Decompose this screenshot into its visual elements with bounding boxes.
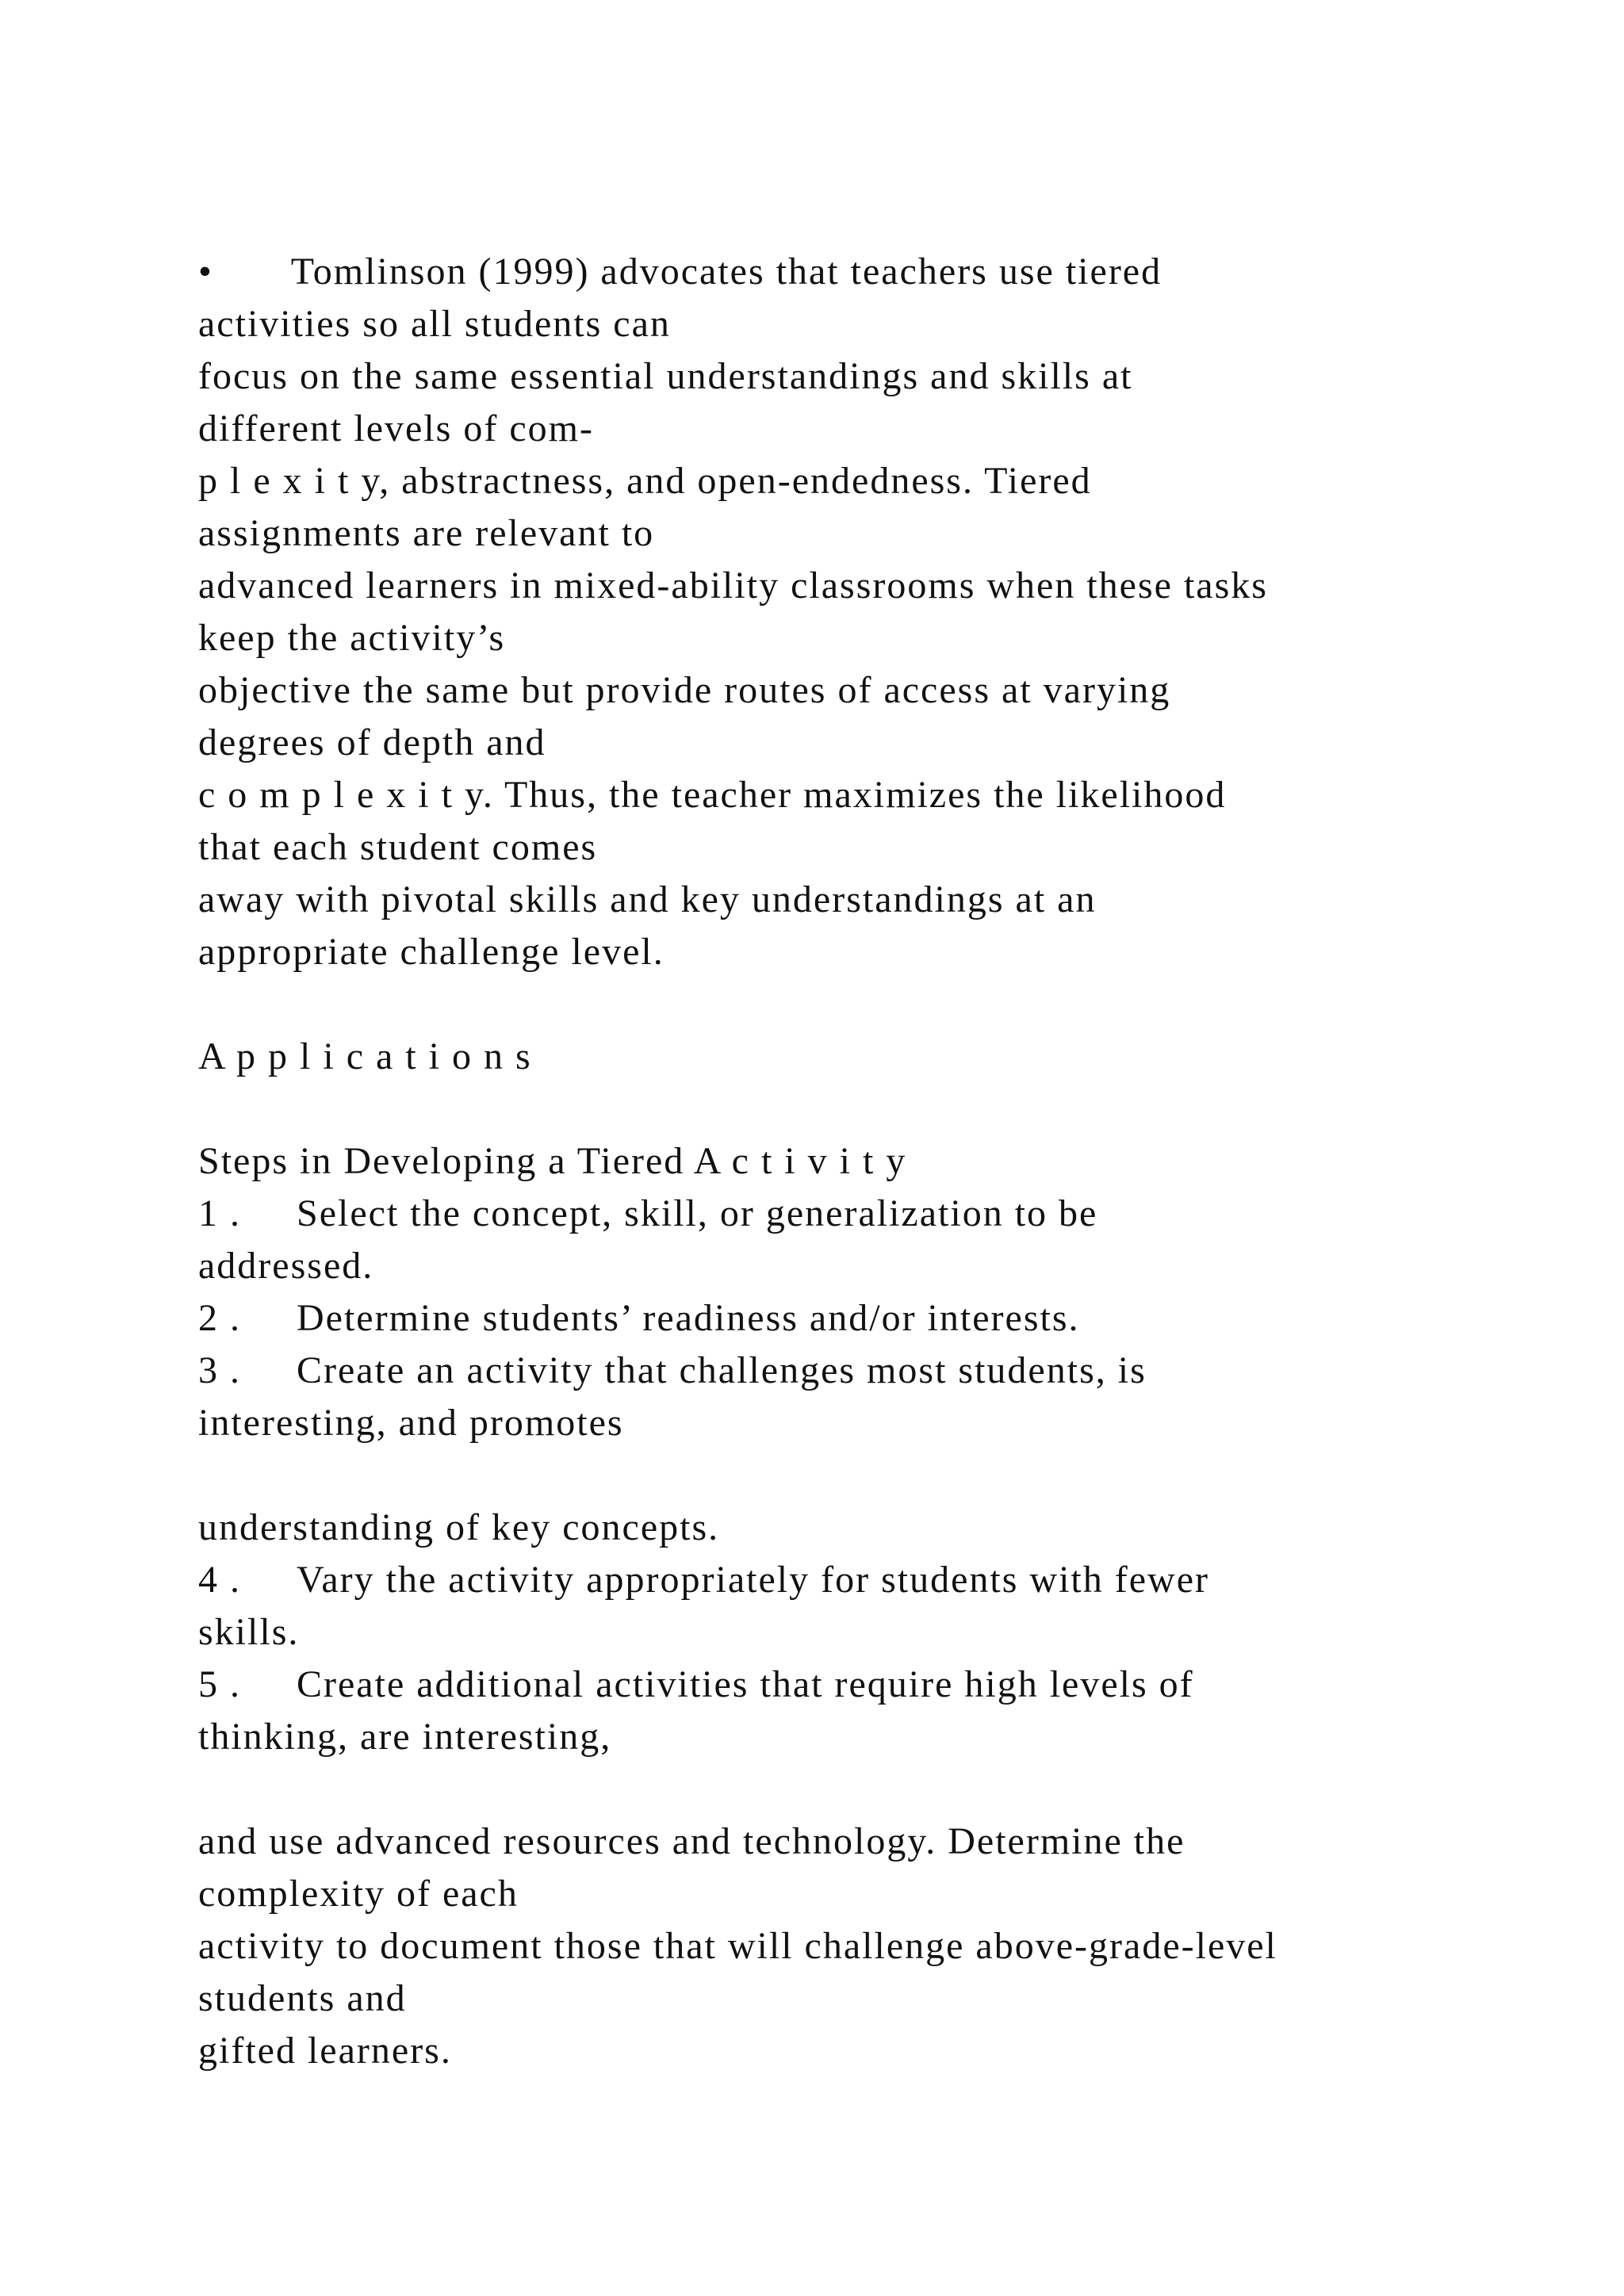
list-item-line: 5 . Create additional activities that require high levels of [198,1663,1194,1705]
blank-line [198,1763,1562,1816]
text-line: assignments are relevant to [198,512,655,554]
text-line: keep the activity’s [198,617,506,659]
subsection-heading: Steps in Developing a Tiered A c t i v i t y [198,1140,907,1182]
text-line: degrees of depth and [198,721,546,763]
blank-line [198,978,1562,1031]
text-line: advanced learners in mixed-ability classrooms when these tasks [198,564,1268,607]
blank-line [198,1083,1562,1135]
text-line: objective the same but provide routes of access at varying [198,669,1171,711]
text-line: c o m p l e x i t y. Thus, the teacher maximizes the likelihood [198,774,1227,816]
section-heading: A p p l i c a t i o n s [198,1035,532,1077]
text-line: addressed. [198,1245,374,1287]
list-item-line: 1 . Select the concept, skill, or generalization to be [198,1192,1098,1234]
text-line: students and [198,1977,407,2019]
list-item-line: 4 . Vary the activity appropriately for students with fewer [198,1559,1209,1601]
text-line: activity to document those that will challenge above-grade-level [198,1925,1277,1967]
text-line: activities so all students can [198,303,671,345]
text-line: and use advanced resources and technology. Determine the [198,1820,1185,1862]
text-line: different levels of com- [198,408,594,450]
text-line: • Tomlinson (1999) advocates that teachers use tiered [198,251,1162,293]
text-line: interesting, and promotes [198,1402,624,1444]
text-line: appropriate challenge level. [198,931,665,973]
text-line: understanding of key concepts. [198,1506,720,1548]
text-line: away with pivotal skills and key understandings at an [198,878,1097,920]
list-item-line: 3 . Create an activity that challenges most students, is [198,1349,1147,1391]
text-line: focus on the same essential understandings and skills at [198,355,1133,397]
list-item-line: 2 . Determine students’ readiness and/or interests. [198,1297,1080,1339]
text-line: complexity of each [198,1873,519,1915]
text-line: thinking, are interesting, [198,1716,612,1758]
text-line: skills. [198,1611,300,1653]
text-line: p l e x i t y, abstractness, and open-endedness. Tiered [198,460,1092,502]
text-line: gifted learners. [198,2030,452,2072]
text-line: that each student comes [198,826,598,868]
document-body [198,246,1562,2077]
blank-line [198,1449,1562,1502]
